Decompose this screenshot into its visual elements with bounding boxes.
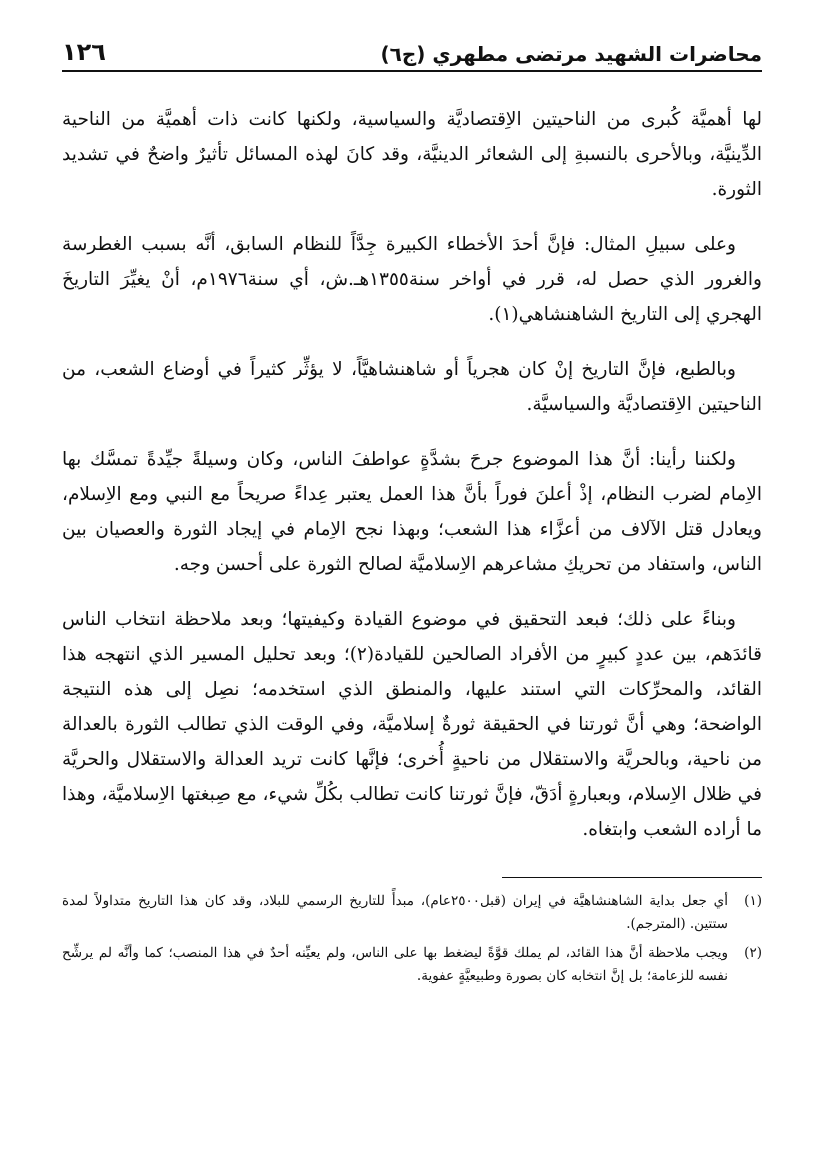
page-number: ١٢٦ (62, 38, 106, 66)
main-text (62, 102, 762, 847)
footnote (62, 942, 762, 988)
running-title: محاضرات الشهيد مرتضى مطهري (ج٦) (380, 42, 762, 66)
paragraph: وعلى سبيلِ المثال: فإنَّ أحدَ الأخطاء الكبيرة جِدَّاً للنظام السابق، أنَّه بسبب الغطرسة والغرور الذي حصل له، قرر في أواخر سنة١٣٥٥هـ.ش، أي سنة١٩٧٦م، أنْ يغيِّرَ التاريخَ الهجري إلى التاريخ الشاهنشاهي(١). (62, 234, 762, 325)
paragraph: ولكننا رأينا: أنَّ هذا الموضوع جرحَ بشدَّةٍ عواطفَ الناس، وكان وسيلةً جيِّدةً تمسَّك بها الاِمام لضرب النظام، إذْ أعلنَ فوراً بأنَّ هذا العمل يعتبر عِداءً صريحاً مع النبي ومع الاِسلام، ويعادل قتل الآلاف من أعزَّاء هذا الشعب؛ وبهذا نجح الاِمام في إيجاد الثورة والعصيان بين الناس، واستفاد من تحريكِ مشاعرهم الاِسلاميَّة لصالح الثورة على أحسن وجه. (62, 449, 762, 575)
footnote-number: (٢) (744, 945, 762, 961)
page-header (62, 28, 762, 72)
footnote-number: (١) (744, 893, 762, 909)
footnote-divider (502, 877, 762, 878)
book-page (62, 28, 762, 1128)
paragraph: لها أهميَّة كُبرى من الناحيتين الاِقتصاديَّة والسياسية، ولكنها كانت ذات أهميَّة من الناحية الدِّينيَّة، وبالأحرى بالنسبةِ إلى الشعائر الدينيَّة، وقد كانَ لهذه المسائل تأثيرٌ واضحٌ في تشديد الثورة. (62, 109, 762, 200)
footnotes (62, 890, 762, 988)
paragraph: وبناءً على ذلك؛ فبعد التحقيق في موضوع القيادة وكيفيتها؛ وبعد ملاحظة انتخاب الناس قائدَهم، بين عددٍ كبيرٍ من الأفراد الصالحين للقيادة(٢)؛ وبعد تحليل المسير الذي انتهجه هذا القائد، والمحرِّكات التي استند عليها، والمنطق الذي استخدمه؛ نصِل إلى هذه النتيجة الواضحة؛ وهي أنَّ ثورتنا في الحقيقة ثورةٌ إسلاميَّة، وفي الوقت الذي تطالب الثورة بالعدالة من ناحية، وبالحريَّة والاستقلال من ناحيةٍ أُخرى؛ فإنَّها كانت تريد العدالة والاستقلال والحريَّة في ظلال الاِسلام، وبعبارةٍ أدَقّ، فإنَّ ثورتنا كانت تطالب بكُلِّ شيء، مع صِبغتها الاِسلاميَّة، وهذا ما أراده الشعب وابتغاه. (62, 609, 762, 840)
footnote-text: أي جعل بداية الشاهنشاهيَّة في إيران (قبل٢٥٠٠عام)، مبدأً للتاريخ الرسمي للبلاد، وقد كان هذا التاريخ متداولاً لمدة ستتين. (المترجم). (62, 893, 728, 932)
footnote (62, 890, 762, 936)
footnote-text: ويجب ملاحظة أنَّ هذا القائد، لم يملك قوَّةً ليضغط بها على الناس، ولم يعيِّنه أحدٌ في هذا المنصب؛ كما وأنَّه لم يرشِّح نفسه للزعامة؛ بل إنَّ انتخابه كان بصورة وطبيعيَّةٍ عفوية. (62, 945, 728, 984)
paragraph: وبالطبع، فإنَّ التاريخ إنْ كان هجرياً أو شاهنشاهيَّاً، لا يؤثِّر كثيراً في أوضاع الشعب، من الناحيتين الاِقتصاديَّة والسياسيَّة. (62, 359, 762, 415)
